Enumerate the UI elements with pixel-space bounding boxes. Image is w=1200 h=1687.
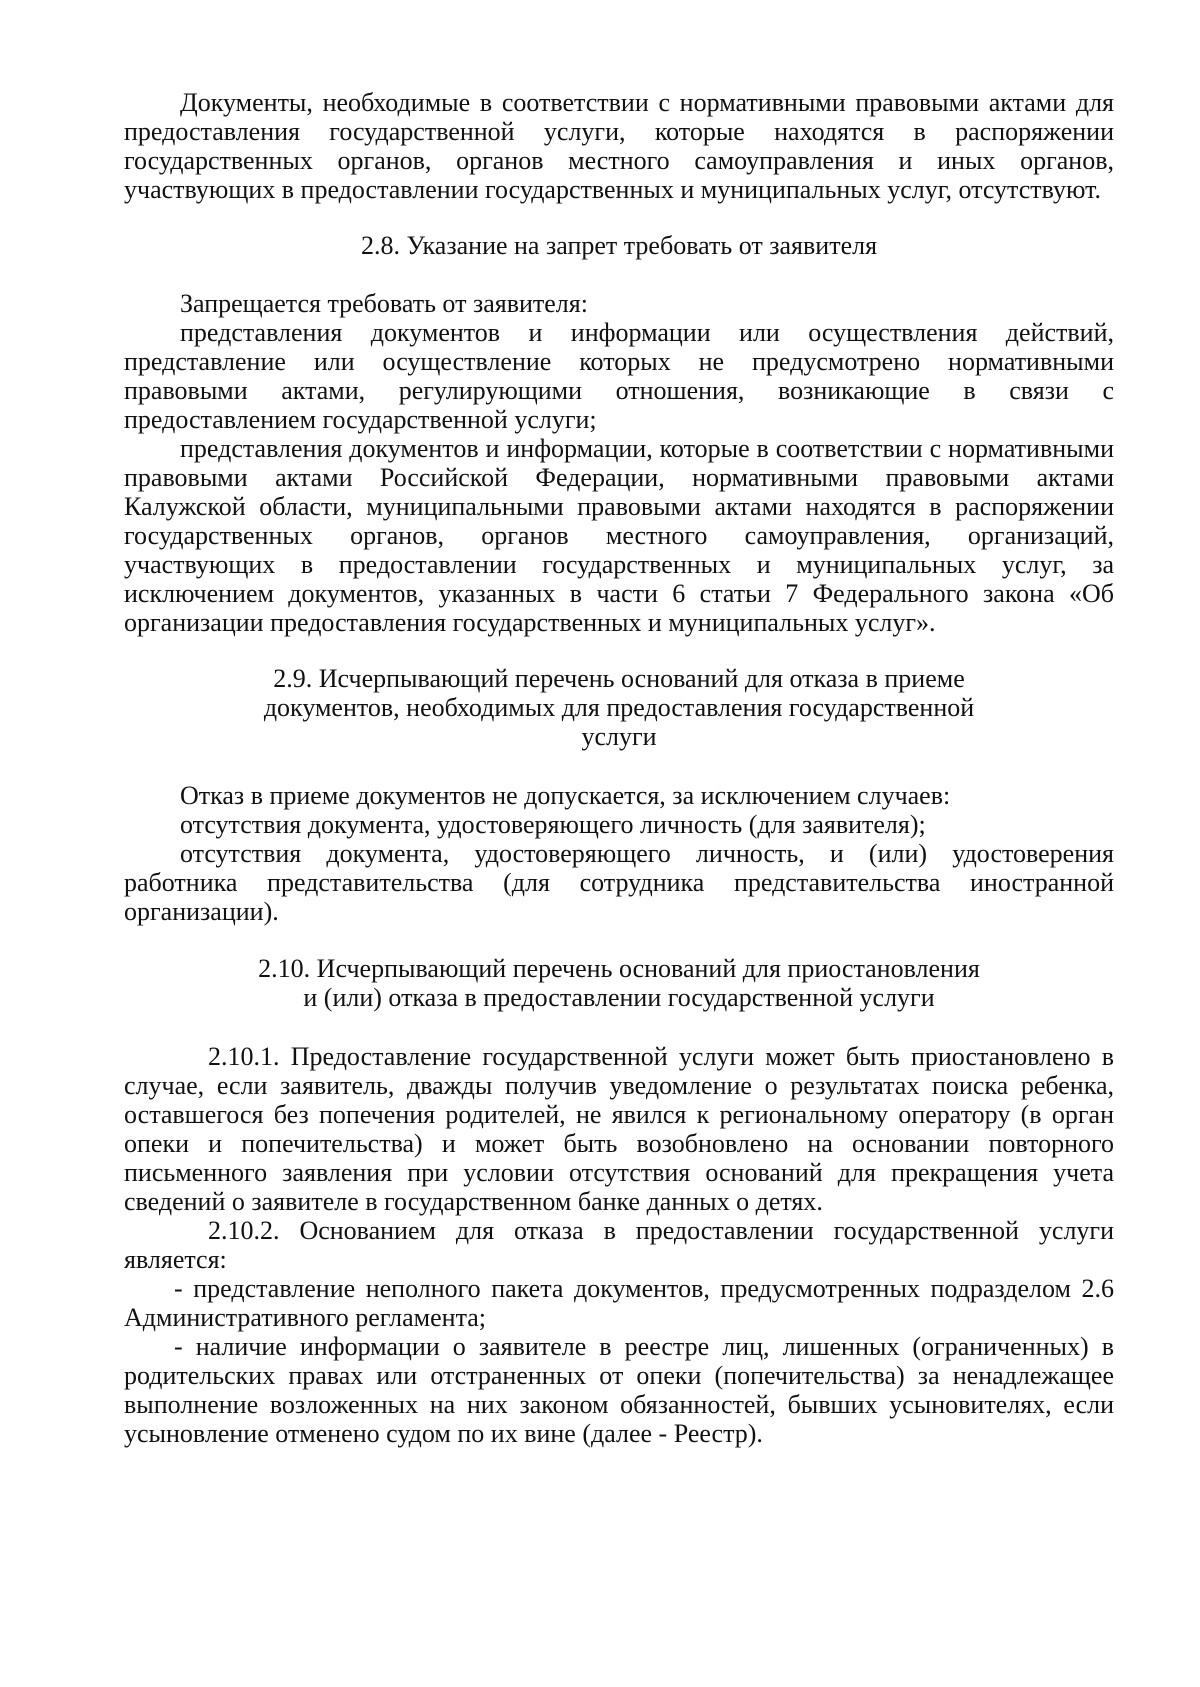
section-2-8-heading: 2.8. Указание на запрет требовать от заявителя: [360, 231, 878, 260]
section-2-9-paragraph: отсутствия документа, удостоверяющего личность (для заявителя);: [180, 810, 926, 839]
list-item: - наличие информации о заявителе в реестре лиц, лишенных (ограниченных) в родительских правах или отстраненных от опеки (попечительства) за ненадлежащее выполнение возложенных на них законом обязанностей, бывших усыновителях, если усыновление отменено судом по их вине (далее - Реестр).: [124, 1332, 1114, 1448]
intro-paragraph: Документы, необходимые в соответствии с нормативными правовыми актами для предоставления государственной услуги, которые находятся в распоряжении государственных органов, органов местного самоуправления и иных органов, участвующих в предоставлении государственных и муниципальных услуг, отсутствуют.: [124, 88, 1114, 204]
section-2-10-1-paragraph: 2.10.1. Предоставление государственной услуги может быть приостановлено в случае, если заявитель, дважды получив уведомление о результатах поиска ребенка, оставшегося без попечения родителей, не явился к региональному оператору (в орган опеки и попечительства) и может быть возобновлено на основании повторного письменного заявления при условии отсутствия оснований для прекращения учета сведений о заявителе в государственном банке данных о детях.: [124, 1042, 1114, 1216]
section-2-10-heading-line-2: и (или) отказа в предоставлении государственной услуги: [303, 983, 935, 1012]
section-2-10-heading: [239, 954, 999, 1012]
section-2-8-paragraph: представления документов и информации или осуществления действий, представление или осуществление которых не предусмотрено нормативными правовыми актами, регулирующими отношения, возникающие в связи с предоставлением государственной услуги;: [124, 318, 1114, 434]
section-2-9-paragraph: Отказ в приеме документов не допускается, за исключением случаев:: [180, 781, 951, 810]
section-2-9-heading: 2.9. Исчерпывающий перечень оснований для отказа в приеме документов, необходимых для предоставления государственной услуги: [263, 664, 975, 751]
list-item: - представление неполного пакета документов, предусмотренных подразделом 2.6 Административного регламента;: [124, 1274, 1114, 1332]
section-2-8-paragraph: представления документов и информации, которые в соответствии с нормативными правовыми актами Российской Федерации, нормативными правовыми актами Калужской области, муниципальными правовыми актами находятся в распоряжении государственных органов, органов местного самоуправления, организаций, участвующих в предоставлении государственных и муниципальных услуг, за исключением документов, указанных в части 6 статьи 7 Федерального закона «Об организации предоставления государственных и муниципальных услуг».: [124, 434, 1114, 637]
section-2-10-2-paragraph: 2.10.2. Основанием для отказа в предоставлении государственной услуги является:: [124, 1216, 1114, 1274]
section-2-9-paragraph: отсутствия документа, удостоверяющего личность, и (или) удостоверения работника представительства (для сотрудника представительства иностранной организации).: [124, 839, 1114, 926]
section-2-10-heading-line-1: 2.10. Исчерпывающий перечень оснований для приостановления: [258, 954, 980, 983]
section-2-8-paragraph: Запрещается требовать от заявителя:: [180, 289, 588, 318]
document-body: [124, 88, 1114, 1448]
